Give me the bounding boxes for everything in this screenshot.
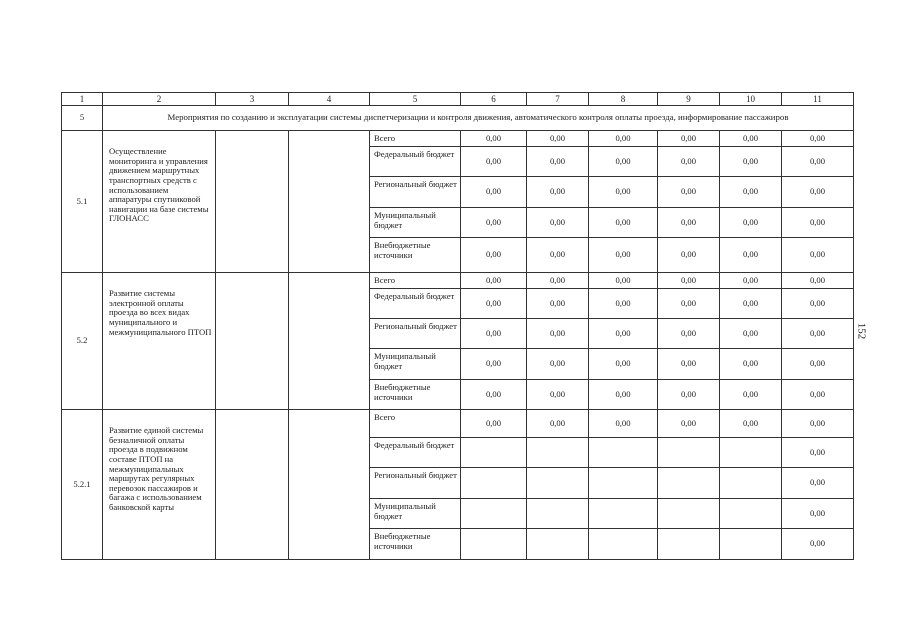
value-cell: 0,00 <box>720 410 782 438</box>
col4-cell <box>289 131 370 273</box>
funding-source: Региональный бюджет <box>370 319 461 349</box>
budget-table <box>61 92 854 560</box>
header-row <box>62 93 854 106</box>
value-cell: 0,00 <box>589 238 658 273</box>
funding-source: Всего <box>370 273 461 289</box>
funding-source: Внебюджетные источники <box>370 238 461 273</box>
value-cell <box>720 468 782 499</box>
header-col-8: 8 <box>589 93 658 106</box>
value-cell: 0,00 <box>782 410 854 438</box>
value-cell: 0,00 <box>720 319 782 349</box>
value-cell: 0,00 <box>527 289 589 319</box>
value-cell: 0,00 <box>782 238 854 273</box>
item-number: 5.1 <box>62 131 103 273</box>
item-name: Осуществление мониторинга и управления движением маршрутных транспортных средств с использованием аппаратуры спутниковой навигации на базе системы ГЛОНАСС <box>103 131 216 273</box>
value-cell: 0,00 <box>461 273 527 289</box>
section-number: 5 <box>62 106 103 131</box>
header-col-9: 9 <box>658 93 720 106</box>
value-cell: 0,00 <box>782 438 854 468</box>
table-row <box>62 410 854 438</box>
value-cell: 0,00 <box>527 147 589 177</box>
value-cell: 0,00 <box>589 208 658 238</box>
value-cell <box>461 529 527 560</box>
funding-source: Всего <box>370 410 461 438</box>
value-cell: 0,00 <box>658 319 720 349</box>
value-cell: 0,00 <box>720 177 782 208</box>
col3-cell <box>216 410 289 560</box>
value-cell: 0,00 <box>527 380 589 410</box>
value-cell: 0,00 <box>589 410 658 438</box>
value-cell <box>527 499 589 529</box>
value-cell <box>527 529 589 560</box>
funding-source: Федеральный бюджет <box>370 438 461 468</box>
value-cell: 0,00 <box>720 273 782 289</box>
header-col-7: 7 <box>527 93 589 106</box>
funding-source: Региональный бюджет <box>370 177 461 208</box>
col3-cell <box>216 131 289 273</box>
value-cell: 0,00 <box>782 131 854 147</box>
value-cell <box>658 499 720 529</box>
funding-source: Муниципальный бюджет <box>370 208 461 238</box>
value-cell: 0,00 <box>782 349 854 380</box>
header-col-6: 6 <box>461 93 527 106</box>
value-cell: 0,00 <box>589 319 658 349</box>
value-cell: 0,00 <box>720 380 782 410</box>
value-cell: 0,00 <box>461 238 527 273</box>
value-cell: 0,00 <box>461 410 527 438</box>
header-col-1: 1 <box>62 93 103 106</box>
value-cell: 0,00 <box>461 319 527 349</box>
value-cell <box>720 499 782 529</box>
value-cell: 0,00 <box>782 147 854 177</box>
value-cell: 0,00 <box>782 177 854 208</box>
value-cell: 0,00 <box>658 208 720 238</box>
value-cell: 0,00 <box>527 131 589 147</box>
value-cell: 0,00 <box>461 289 527 319</box>
value-cell: 0,00 <box>658 238 720 273</box>
value-cell <box>527 468 589 499</box>
funding-source: Муниципальный бюджет <box>370 349 461 380</box>
header-col-11: 11 <box>782 93 854 106</box>
value-cell: 0,00 <box>658 273 720 289</box>
value-cell: 0,00 <box>658 349 720 380</box>
header-col-3: 3 <box>216 93 289 106</box>
page-number: 152 <box>855 322 868 340</box>
header-col-4: 4 <box>289 93 370 106</box>
value-cell <box>461 438 527 468</box>
value-cell <box>589 438 658 468</box>
funding-source: Федеральный бюджет <box>370 289 461 319</box>
value-cell: 0,00 <box>720 208 782 238</box>
value-cell: 0,00 <box>782 289 854 319</box>
value-cell <box>589 529 658 560</box>
header-col-2: 2 <box>103 93 216 106</box>
funding-source: Муниципальный бюджет <box>370 499 461 529</box>
value-cell <box>589 499 658 529</box>
value-cell: 0,00 <box>782 499 854 529</box>
value-cell: 0,00 <box>589 273 658 289</box>
item-name: Развитие системы электронной оплаты проезда во всех видах муниципального и межмуниципального ПТОП <box>103 273 216 410</box>
funding-source: Региональный бюджет <box>370 468 461 499</box>
value-cell <box>658 438 720 468</box>
value-cell: 0,00 <box>589 177 658 208</box>
funding-source: Внебюджетные источники <box>370 380 461 410</box>
section-row <box>62 106 854 131</box>
value-cell: 0,00 <box>527 319 589 349</box>
value-cell: 0,00 <box>720 289 782 319</box>
funding-source: Внебюджетные источники <box>370 529 461 560</box>
value-cell: 0,00 <box>461 208 527 238</box>
item-number: 5.2.1 <box>62 410 103 560</box>
value-cell: 0,00 <box>527 208 589 238</box>
value-cell: 0,00 <box>782 319 854 349</box>
value-cell: 0,00 <box>461 147 527 177</box>
value-cell <box>658 468 720 499</box>
value-cell: 0,00 <box>782 208 854 238</box>
header-col-5: 5 <box>370 93 461 106</box>
value-cell <box>720 438 782 468</box>
value-cell: 0,00 <box>720 147 782 177</box>
value-cell: 0,00 <box>658 410 720 438</box>
value-cell: 0,00 <box>527 177 589 208</box>
value-cell: 0,00 <box>658 177 720 208</box>
value-cell: 0,00 <box>461 349 527 380</box>
value-cell: 0,00 <box>589 147 658 177</box>
value-cell: 0,00 <box>782 273 854 289</box>
funding-source: Всего <box>370 131 461 147</box>
funding-source: Федеральный бюджет <box>370 147 461 177</box>
value-cell: 0,00 <box>589 289 658 319</box>
value-cell: 0,00 <box>782 468 854 499</box>
col3-cell <box>216 273 289 410</box>
value-cell: 0,00 <box>461 131 527 147</box>
value-cell <box>720 529 782 560</box>
value-cell <box>527 438 589 468</box>
value-cell: 0,00 <box>658 131 720 147</box>
value-cell: 0,00 <box>720 238 782 273</box>
value-cell: 0,00 <box>461 177 527 208</box>
value-cell: 0,00 <box>589 349 658 380</box>
value-cell: 0,00 <box>658 380 720 410</box>
value-cell: 0,00 <box>527 410 589 438</box>
value-cell: 0,00 <box>720 131 782 147</box>
value-cell: 0,00 <box>527 238 589 273</box>
value-cell: 0,00 <box>658 289 720 319</box>
table-row <box>62 131 854 147</box>
value-cell: 0,00 <box>658 147 720 177</box>
value-cell: 0,00 <box>589 131 658 147</box>
item-number: 5.2 <box>62 273 103 410</box>
value-cell: 0,00 <box>782 529 854 560</box>
value-cell <box>658 529 720 560</box>
value-cell: 0,00 <box>720 349 782 380</box>
value-cell: 0,00 <box>589 380 658 410</box>
table-row <box>62 273 854 289</box>
value-cell: 0,00 <box>461 380 527 410</box>
value-cell <box>589 468 658 499</box>
value-cell <box>461 468 527 499</box>
value-cell <box>461 499 527 529</box>
value-cell: 0,00 <box>527 273 589 289</box>
col4-cell <box>289 273 370 410</box>
col4-cell <box>289 410 370 560</box>
section-title: Мероприятия по созданию и эксплуатации системы диспетчеризации и контроля движения, автоматического контроля оплаты проезда, информирование пассажиров <box>103 106 854 131</box>
value-cell: 0,00 <box>782 380 854 410</box>
item-name: Развитие единой системы безналичной оплаты проезда в подвижном составе ПТОП на межмуниципальных маршрутах регулярных перевозок пассажиров и багажа с использованием банковской карты <box>103 410 216 560</box>
header-col-10: 10 <box>720 93 782 106</box>
value-cell: 0,00 <box>527 349 589 380</box>
